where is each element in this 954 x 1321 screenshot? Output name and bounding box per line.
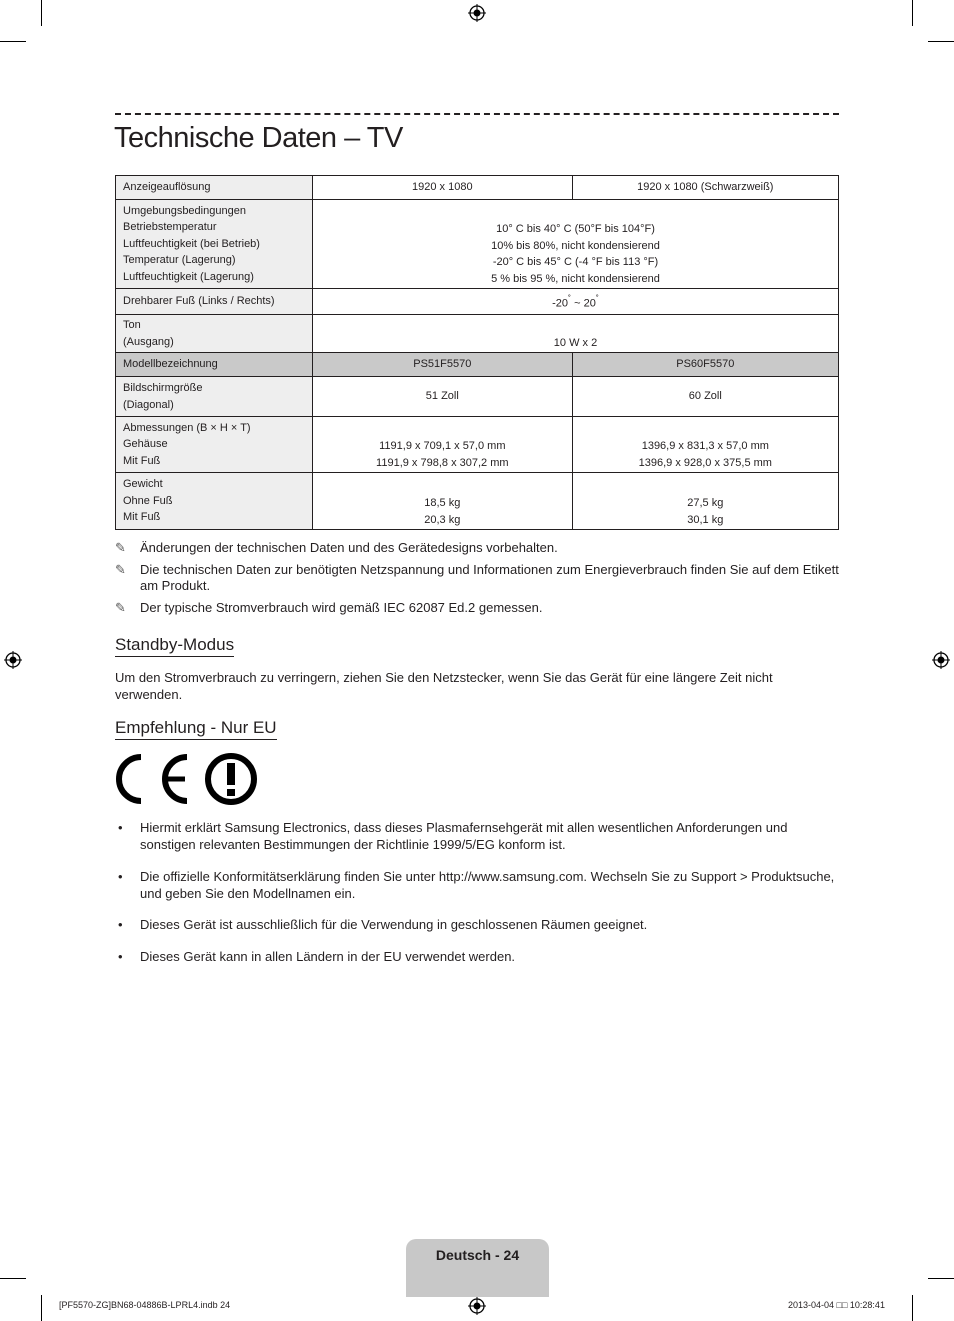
spec-label: Modellbezeichnung: [116, 353, 313, 377]
spec-label-line: Umgebungsbedingungen: [123, 204, 246, 217]
model-name: PS51F5570: [313, 353, 573, 377]
spec-value-line: 1396,9 x 831,3 x 57,0 mm: [641, 440, 769, 453]
note-item: [115, 540, 839, 556]
spec-value: [313, 473, 573, 530]
note-text: Änderungen der technischen Daten und des Gerätedesigns vorbehalten.: [140, 540, 558, 555]
table-row: [116, 473, 839, 530]
registration-mark-icon: [932, 651, 950, 669]
crop-mark: [41, 1295, 42, 1321]
note-list: [115, 540, 839, 622]
standby-text: Um den Stromverbrauch zu verringern, ziehen Sie den Netzstecker, wenn Sie das Gerät für eine längere Zeit nicht verwenden.: [115, 670, 773, 702]
eu-heading: Empfehlung - Nur EU: [115, 718, 277, 740]
note-text: Der typische Stromverbrauch wird gemäß IEC 62087 Ed.2 gemessen.: [140, 600, 543, 615]
spec-value-line: 10% bis 80%, nicht kondensierend: [491, 239, 660, 252]
standby-heading: Standby-Modus: [115, 635, 234, 657]
spec-label: Anzeigeauflösung: [116, 176, 313, 200]
bullet-icon: •: [118, 869, 123, 884]
conformity-marks: [115, 752, 260, 806]
spec-label-line: Ton: [123, 319, 141, 332]
page-number: Deutsch - 24: [435, 1247, 520, 1263]
table-row: [116, 315, 839, 353]
spec-value: 1920 x 1080 (Schwarzweiß): [572, 176, 838, 200]
spec-label: [116, 377, 313, 417]
crop-mark: [0, 41, 26, 42]
spec-value-line: 30,1 kg: [687, 513, 724, 526]
spec-label-line: Gewicht: [123, 478, 163, 491]
spec-label-line: Bildschirmgröße: [123, 382, 203, 395]
spec-label-line: Luftfeuchtigkeit (Lagerung): [123, 270, 254, 283]
registration-mark-icon: [468, 4, 486, 22]
bullet-text: Hiermit erklärt Samsung Electronics, dass dieses Plasmafernsehgerät mit allen wesentlichen Anforderungen und sonstigen relevanten Bestimmungen der Richtlinie 1999/5/EG konform ist.: [140, 820, 788, 852]
spec-label-line: Temperatur (Lagerung): [123, 254, 236, 267]
crop-mark: [928, 1278, 954, 1279]
eu-bullet-list: [115, 820, 839, 965]
model-name: PS60F5570: [572, 353, 838, 377]
crop-mark: [912, 0, 913, 26]
bullet-icon: •: [118, 917, 123, 932]
table-row: [116, 176, 839, 200]
swivel-min: -20: [552, 297, 568, 310]
spec-value: [313, 200, 839, 289]
spec-label-line: (Diagonal): [123, 398, 174, 411]
table-row: [116, 417, 839, 473]
spec-value: [572, 473, 838, 530]
spec-label: Drehbarer Fuß (Links / Rechts): [116, 289, 313, 315]
spec-value-line: 1191,9 x 709,1 x 57,0 mm: [379, 440, 506, 453]
spec-label: [116, 200, 313, 289]
pencil-note-icon: ✎: [115, 540, 126, 555]
spec-table: [115, 175, 839, 530]
spec-label-line: Betriebstemperatur: [123, 221, 217, 234]
pencil-note-icon: ✎: [115, 600, 126, 615]
registration-mark-icon: [4, 651, 22, 669]
spec-label: [116, 473, 313, 530]
spec-label-line: (Ausgang): [123, 335, 174, 348]
dashed-divider: [115, 113, 839, 115]
ce-mark-icon: [119, 757, 187, 801]
print-footer-file: [PF5570-ZG]BN68-04886B-LPRL4.indb 24: [59, 1300, 231, 1310]
bullet-text: Die offizielle Konformitätserklärung finden Sie unter http://www.samsung.com. Wechseln Sie zu Support > Produktsuche, und geben Sie den Modellnamen ein.: [140, 869, 835, 901]
list-item: [115, 820, 839, 853]
spec-label-line: Gehäuse: [123, 438, 168, 451]
crop-mark: [41, 0, 42, 26]
spec-value-line: 1396,9 x 928,0 x 375,5 mm: [638, 456, 772, 469]
page-title: Technische Daten – TV: [114, 122, 403, 154]
bullet-icon: •: [118, 820, 123, 835]
spec-value-line: 1191,9 x 798,8 x 307,2 mm: [376, 456, 509, 469]
spec-value: [572, 417, 838, 473]
spec-value-line: 20,3 kg: [424, 513, 461, 526]
note-text: Die technischen Daten zur benötigten Netzspannung und Informationen zum Energieverbrauch finden Sie auf dem Etikett am Produkt.: [140, 562, 839, 593]
spec-label-line: Ohne Fuß: [123, 494, 173, 507]
spec-label-line: Mit Fuß: [123, 454, 161, 467]
alert-mark-icon: [208, 756, 254, 802]
bullet-text: Dieses Gerät ist ausschließlich für die Verwendung in geschlossenen Räumen geeignet.: [140, 917, 648, 932]
spec-value-line: -20° C bis 45° C (-4 °F bis 113 °F): [492, 256, 659, 268]
registration-mark-icon: [468, 1297, 486, 1315]
spec-value-line: 27,5 kg: [687, 497, 724, 510]
spec-value: 10 W x 2: [313, 315, 839, 353]
table-row: [116, 377, 839, 417]
list-item: [115, 869, 839, 902]
bullet-text: Dieses Gerät kann in allen Ländern in der EU verwendet werden.: [140, 948, 516, 964]
degree-sign: ˚: [568, 294, 572, 304]
spec-label: [116, 417, 313, 473]
print-footer-timestamp: 2013-04-04 □□ 10:28:41: [788, 1300, 885, 1310]
spec-value-line: 10° C bis 40° C (50°F bis 104°F): [496, 223, 655, 235]
list-item: [115, 917, 839, 934]
spec-value: [313, 289, 839, 315]
note-item: [115, 562, 839, 594]
list-item: [115, 949, 839, 966]
pencil-note-icon: ✎: [115, 562, 126, 577]
spec-label-line: Mit Fuß: [123, 511, 161, 524]
crop-mark: [912, 1295, 913, 1321]
bullet-icon: •: [118, 948, 123, 964]
table-row: [116, 200, 839, 289]
spec-value: 51 Zoll: [313, 377, 573, 417]
table-row: [116, 353, 839, 377]
spec-value-line: 18,5 kg: [424, 497, 461, 510]
note-item: [115, 600, 839, 616]
crop-mark: [928, 41, 954, 42]
table-row: [116, 289, 839, 315]
degree-sign: ˚: [595, 294, 599, 304]
spec-value-line: 5 % bis 95 %, nicht kondensierend: [491, 272, 660, 285]
spec-value: [313, 417, 573, 473]
spec-label: [116, 315, 313, 353]
swivel-max: ~ 20: [571, 297, 596, 310]
spec-value: 60 Zoll: [572, 377, 838, 417]
crop-mark: [0, 1278, 26, 1279]
spec-label-line: Luftfeuchtigkeit (bei Betrieb): [123, 237, 260, 250]
spec-label-line: Abmessungen (B × H × T): [123, 421, 251, 434]
spec-value: 1920 x 1080: [313, 176, 573, 200]
